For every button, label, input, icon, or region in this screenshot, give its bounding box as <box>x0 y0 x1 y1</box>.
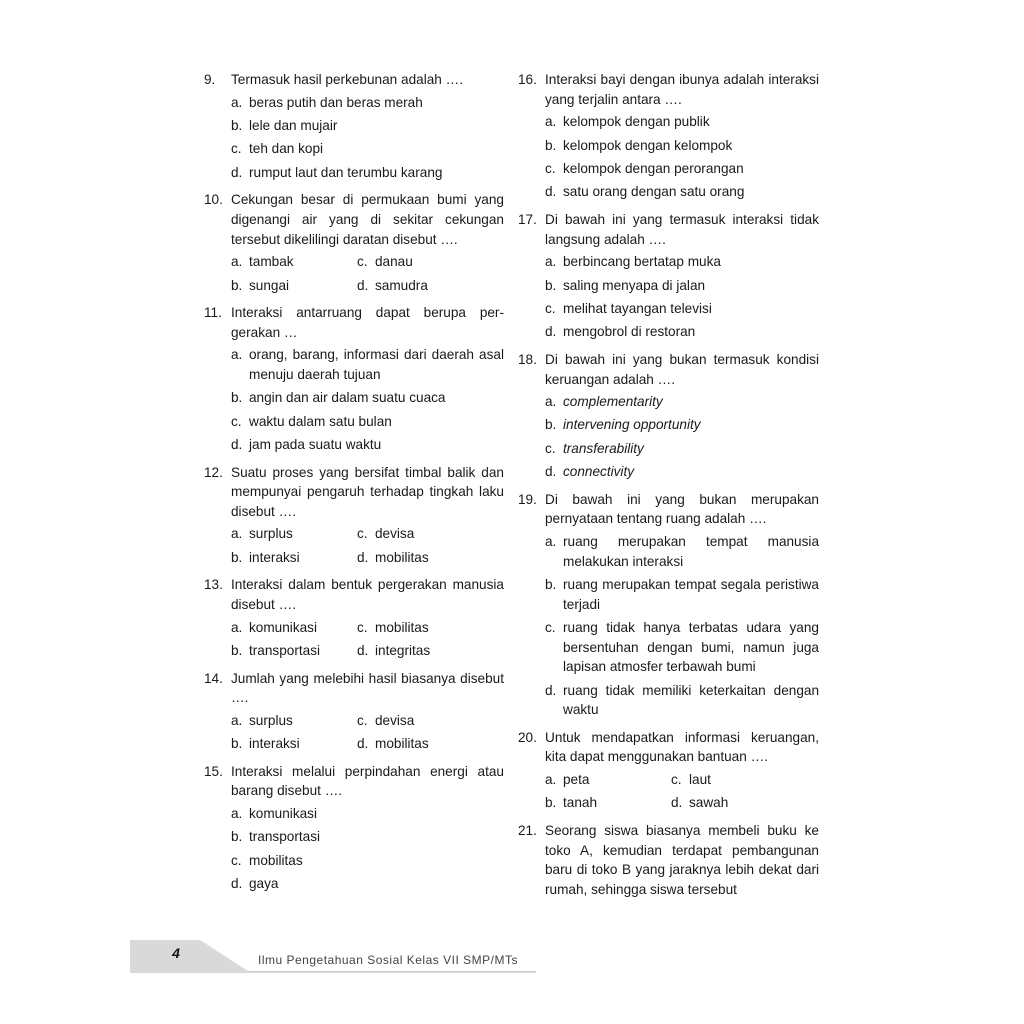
question-number: 16. <box>518 72 537 87</box>
option-letter: b. <box>545 277 557 293</box>
question-stem: Jumlah yang melebihi hasil biasanya disebut …. <box>231 670 504 706</box>
answer-option <box>231 252 357 272</box>
question-17 <box>518 210 819 342</box>
option-letter: b. <box>545 577 557 593</box>
answer-option <box>545 182 819 202</box>
answer-option <box>231 345 504 384</box>
option-letter: c. <box>357 619 368 635</box>
option-letter: a. <box>231 94 243 110</box>
answer-option <box>545 681 819 720</box>
option-text: complementarity <box>563 394 663 410</box>
option-letter: a. <box>231 347 243 363</box>
answer-option <box>231 711 357 731</box>
option-text: jam pada suatu waktu <box>249 437 382 453</box>
option-letter: a. <box>231 254 243 270</box>
option-text: interaksi <box>249 736 300 752</box>
question-16 <box>518 70 819 202</box>
answer-option <box>545 462 819 482</box>
answer-option <box>231 139 504 159</box>
answer-option <box>545 136 819 156</box>
option-text: mobilitas <box>375 619 429 635</box>
question-number: 17. <box>518 211 537 227</box>
option-text: sawah <box>689 795 729 811</box>
answer-options <box>545 112 819 202</box>
option-text: transportasi <box>249 643 321 659</box>
option-letter: b. <box>231 390 243 406</box>
option-letter: c. <box>231 413 242 429</box>
option-text: teh dan kopi <box>249 141 324 157</box>
question-stem: Interaksi bayi dengan ibunya adalah interaksi yang terjalin antara …. <box>545 72 819 107</box>
answer-option <box>545 618 819 677</box>
option-text: devisa <box>375 526 415 542</box>
question-stem: Interaksi dalam bentuk pergerakan manusia disebut …. <box>231 577 504 613</box>
option-text: mobilitas <box>249 852 303 868</box>
question-13 <box>204 575 504 660</box>
option-text: laut <box>689 771 711 787</box>
option-text: kelompok dengan perorangan <box>563 160 744 176</box>
answer-option <box>357 276 504 296</box>
answer-option <box>545 299 819 319</box>
answer-options <box>231 252 504 295</box>
option-text: lele dan mujair <box>249 117 338 133</box>
option-letter: c. <box>357 254 368 270</box>
option-letter: d. <box>357 549 369 565</box>
answer-option <box>545 392 819 412</box>
answer-option <box>231 93 504 113</box>
book-title: Ilmu Pengetahuan Sosial Kelas VII SMP/MTs <box>258 953 518 967</box>
answer-option <box>357 711 504 731</box>
answer-option <box>545 770 671 790</box>
option-letter: d. <box>357 643 369 659</box>
option-letter: c. <box>357 712 368 728</box>
question-number: 20. <box>518 729 537 745</box>
answer-option <box>231 827 504 847</box>
answer-option <box>545 276 819 296</box>
question-stem: Untuk mendapatkan informasi keruangan, kita dapat menggunakan bantuan …. <box>545 729 819 765</box>
answer-option <box>231 641 357 661</box>
option-text: danau <box>375 254 413 270</box>
option-text: mobilitas <box>375 549 429 565</box>
answer-option <box>357 524 504 544</box>
option-letter: a. <box>545 771 557 787</box>
question-number: 10. <box>204 192 223 208</box>
question-19 <box>518 490 819 720</box>
question-18 <box>518 350 819 482</box>
question-number: 11. <box>204 305 222 321</box>
option-letter: a. <box>545 254 557 270</box>
answer-option <box>231 116 504 136</box>
option-letter: d. <box>357 277 369 293</box>
option-text: ruang tidak memiliki keterkaitan dengan waktu <box>563 682 819 718</box>
answer-options <box>231 345 504 454</box>
option-letter: c. <box>231 852 242 868</box>
option-letter: a. <box>545 114 557 130</box>
option-text: sungai <box>249 277 290 293</box>
question-stem: Seorang siswa biasanya membeli buku ke toko A, kemudian terdapat pembangunan baru di toko B yang jaraknya lebih dekat dari rumah, sehingga siswa tersebut <box>545 822 819 897</box>
option-letter: c. <box>357 526 368 542</box>
answer-option <box>545 439 819 459</box>
option-letter: b. <box>231 117 243 133</box>
option-letter: a. <box>231 805 243 821</box>
answer-option <box>545 532 819 571</box>
answer-option <box>545 322 819 342</box>
option-letter: b. <box>231 643 243 659</box>
option-text: angin dan air dalam suatu cuaca <box>249 390 446 406</box>
question-21 <box>518 821 819 899</box>
answer-option <box>231 734 357 754</box>
question-10 <box>204 190 504 295</box>
option-text: gaya <box>249 876 279 892</box>
option-letter: d. <box>231 164 243 180</box>
option-text: melihat tayangan televisi <box>563 300 712 316</box>
option-letter: a. <box>545 394 557 410</box>
option-text: berbincang bertatap muka <box>563 254 721 270</box>
option-text: beras putih dan beras merah <box>249 94 423 110</box>
option-text: peta <box>563 771 590 787</box>
answer-option <box>671 770 819 790</box>
option-text: rumput laut dan terumbu karang <box>249 164 443 180</box>
answer-option <box>357 252 504 272</box>
answer-option <box>231 618 357 638</box>
question-number: 13. <box>204 577 223 593</box>
option-letter: c. <box>545 440 556 456</box>
answer-option <box>545 159 819 179</box>
option-text: surplus <box>249 712 293 728</box>
question-stem: Interaksi antarruang dapat berupa per-gerakan … <box>231 305 504 340</box>
option-text: devisa <box>375 712 415 728</box>
answer-option <box>231 388 504 408</box>
answer-options <box>231 524 504 567</box>
option-text: surplus <box>249 526 293 542</box>
option-letter: a. <box>231 712 243 728</box>
question-9 <box>204 70 504 182</box>
option-letter: b. <box>231 277 243 293</box>
answer-option <box>231 163 504 183</box>
answer-options <box>545 770 819 813</box>
option-text: ruang merupakan tempat manusia melakukan interaksi <box>563 534 819 569</box>
answer-options <box>231 618 504 661</box>
question-number: 21. <box>518 822 537 838</box>
option-text: mengobrol di restoran <box>563 324 696 340</box>
option-letter: d. <box>671 795 683 811</box>
option-letter: d. <box>357 736 369 752</box>
answer-option <box>357 548 504 568</box>
right-column <box>518 70 819 907</box>
question-number: 14. <box>204 670 223 686</box>
option-text: ruang tidak hanya terbatas udara yang bersentuhan dengan bumi, namun juga lapisan atmosfer terbawah bumi <box>563 620 819 675</box>
option-text: komunikasi <box>249 805 317 821</box>
page-number: 4 <box>172 945 180 961</box>
question-number: 12. <box>204 464 223 480</box>
option-letter: b. <box>231 736 243 752</box>
option-text: connectivity <box>563 464 635 480</box>
answer-option <box>231 524 357 544</box>
answer-option <box>545 415 819 435</box>
question-stem: Cekungan besar di permukaan bumi yang digenangi air yang di sekitar cekungan tersebut dikelilingi daratan disebut …. <box>231 192 504 247</box>
option-text: samudra <box>375 277 428 293</box>
option-letter: d. <box>231 437 243 453</box>
option-letter: d. <box>545 324 557 340</box>
answer-option <box>545 252 819 272</box>
option-letter: c. <box>545 160 556 176</box>
option-letter: b. <box>545 417 557 433</box>
option-letter: b. <box>231 549 243 565</box>
answer-option <box>357 641 504 661</box>
option-text: tambak <box>249 254 294 270</box>
question-12 <box>204 463 504 568</box>
option-text: kelompok dengan kelompok <box>563 137 733 153</box>
answer-option <box>545 793 671 813</box>
option-text: tanah <box>563 795 598 811</box>
answer-option <box>231 548 357 568</box>
answer-option <box>231 804 504 824</box>
answer-option <box>231 276 357 296</box>
option-text: mobilitas <box>375 736 429 752</box>
answer-option <box>357 618 504 638</box>
option-text: waktu dalam satu bulan <box>249 413 392 429</box>
question-stem: Suatu proses yang bersifat timbal balik dan mempunyai pengaruh terhadap tingkah laku disebut …. <box>231 464 504 519</box>
option-letter: a. <box>231 619 243 635</box>
option-letter: c. <box>231 141 242 157</box>
question-20 <box>518 728 819 813</box>
option-letter: d. <box>545 682 557 698</box>
option-letter: b. <box>231 829 243 845</box>
answer-options <box>231 804 504 894</box>
answer-options <box>231 711 504 754</box>
question-stem: Di bawah ini yang bukan termasuk kondisi keruangan adalah …. <box>545 351 819 387</box>
option-text: integritas <box>375 643 431 659</box>
option-text: saling menyapa di jalan <box>563 277 706 293</box>
option-letter: c. <box>545 620 556 636</box>
option-text: orang, barang, informasi dari daerah asal menuju daerah tujuan <box>249 347 504 382</box>
question-number: 18. <box>518 351 537 367</box>
question-stem: Di bawah ini yang bukan merupakan pernyataan tentang ruang adalah …. <box>545 491 819 527</box>
answer-option <box>231 874 504 894</box>
question-15 <box>204 762 504 894</box>
option-letter: d. <box>545 464 557 480</box>
option-letter: c. <box>545 300 556 316</box>
option-text: interaksi <box>249 549 300 565</box>
question-stem: Termasuk hasil perkebunan adalah …. <box>231 72 463 87</box>
answer-option <box>545 112 819 132</box>
option-letter: d. <box>231 876 243 892</box>
option-letter: a. <box>231 526 243 542</box>
question-stem: Di bawah ini yang termasuk interaksi tidak langsung adalah …. <box>545 211 819 247</box>
answer-options <box>545 532 819 720</box>
answer-option <box>357 734 504 754</box>
question-14 <box>204 669 504 754</box>
option-text: komunikasi <box>249 619 317 635</box>
left-column <box>204 70 504 902</box>
question-11 <box>204 303 504 455</box>
option-text: transferability <box>563 440 644 456</box>
option-letter: a. <box>545 534 557 550</box>
option-letter: d. <box>545 184 557 200</box>
option-text: transportasi <box>249 829 321 845</box>
option-letter: b. <box>545 795 557 811</box>
option-letter: c. <box>671 771 682 787</box>
answer-options <box>545 392 819 482</box>
answer-option <box>231 435 504 455</box>
question-number: 9. <box>204 72 216 87</box>
option-text: satu orang dengan satu orang <box>563 184 745 200</box>
answer-option <box>545 575 819 614</box>
option-text: kelompok dengan publik <box>563 114 710 130</box>
answer-options <box>545 252 819 342</box>
question-number: 15. <box>204 763 223 779</box>
answer-option <box>231 851 504 871</box>
option-letter: b. <box>545 137 557 153</box>
answer-option <box>671 793 819 813</box>
question-stem: Interaksi melalui perpindahan energi atau barang disebut …. <box>231 763 504 799</box>
option-text: ruang merupakan tempat segala peristiwa terjadi <box>563 577 819 612</box>
answer-option <box>231 412 504 432</box>
answer-options <box>231 93 504 183</box>
option-text: intervening opportunity <box>563 417 701 433</box>
question-number: 19. <box>518 491 537 507</box>
